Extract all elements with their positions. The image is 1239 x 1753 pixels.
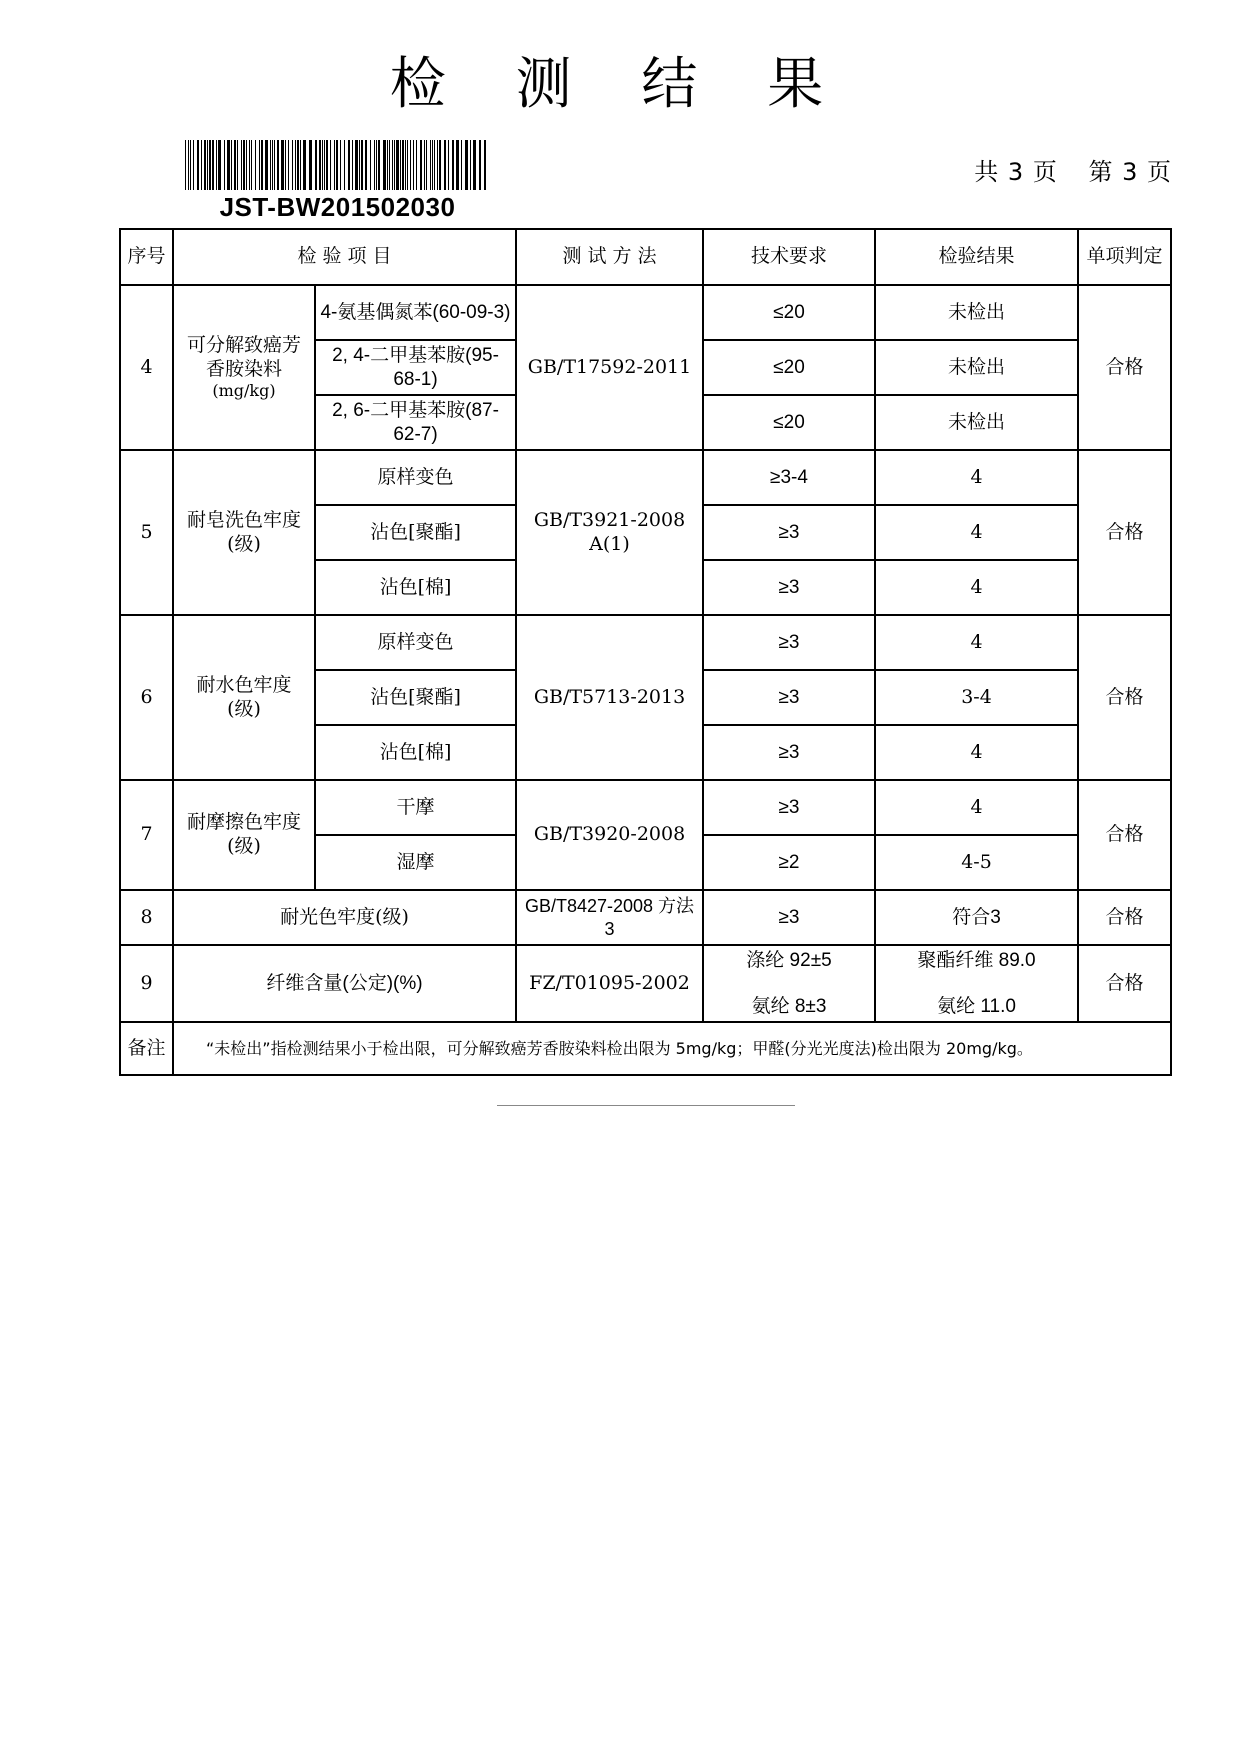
page-info [968, 152, 1171, 187]
barcode-bar [322, 140, 323, 190]
barcode-bar [374, 140, 375, 190]
barcode-bar [355, 140, 358, 190]
header-verdict: 单项判定 [1078, 229, 1171, 285]
item-name-line: (级) [227, 835, 261, 857]
barcode-bar [473, 140, 476, 190]
barcode-bar [218, 140, 221, 190]
barcode-bar [207, 140, 208, 190]
barcode-bar [439, 140, 441, 190]
barcode-bar [227, 140, 230, 190]
result: 未检出 [875, 395, 1078, 450]
barcode-bar [394, 140, 395, 190]
barcode-bar [426, 140, 427, 190]
barcode-bar [197, 140, 199, 190]
test-method: GB/T8427-2008 方法3 [516, 890, 703, 945]
barcode-bar [389, 140, 390, 190]
result-line: 氨纶 11.0 [937, 995, 1016, 1017]
requirement: ≥3 [703, 560, 875, 615]
barcode-bar [204, 140, 206, 190]
barcode-bar [470, 140, 471, 190]
barcode-bar [413, 140, 414, 190]
barcode-bar [484, 140, 486, 190]
barcode-bar [452, 140, 454, 190]
barcode-bar [277, 140, 279, 190]
verdict: 合格 [1078, 780, 1171, 890]
item-name [173, 780, 315, 890]
item-name-line: 香胺染料 [205, 357, 282, 380]
barcode-bar [224, 140, 225, 190]
barcode-bar [448, 140, 449, 190]
test-method: GB/T3920-2008 [516, 780, 703, 890]
barcode-bar [295, 140, 296, 190]
barcode-bar [407, 140, 408, 190]
barcode-bar [434, 140, 435, 190]
requirement: ≥3 [703, 780, 875, 835]
barcode-bar [246, 140, 247, 190]
barcode-bar [216, 140, 217, 190]
row-no: 4 [120, 285, 173, 450]
sub-item: 原样变色 [315, 450, 516, 505]
result: 4-5 [875, 835, 1078, 890]
sub-item: 沾色[棉] [315, 560, 516, 615]
row-no: 8 [120, 890, 173, 945]
barcode-bar [324, 140, 325, 190]
row-no: 9 [120, 945, 173, 1022]
result: 未检出 [875, 340, 1078, 395]
barcode-bar [315, 140, 317, 190]
result: 4 [875, 725, 1078, 780]
result: 4 [875, 505, 1078, 560]
row-no: 5 [120, 450, 173, 615]
barcode-bar [285, 140, 286, 190]
barcode-icon [185, 140, 490, 190]
item-name [173, 285, 315, 450]
item-unit: (mg/kg) [212, 381, 276, 401]
remark-row [120, 1022, 1171, 1075]
barcode-bar [309, 140, 312, 190]
item-name-line: 耐皂洗色牢度 [186, 508, 301, 531]
barcode-bar [461, 140, 462, 190]
sub-item: 沾色[聚酯] [315, 505, 516, 560]
barcode-bar [370, 140, 371, 190]
sub-item: 湿摩 [315, 835, 516, 890]
barcode-bar [272, 140, 273, 190]
barcode-bar [437, 140, 438, 190]
footer-divider [497, 1105, 795, 1106]
barcode-bar [344, 140, 345, 190]
item-name-line: (级) [227, 532, 261, 555]
barcode-bar [432, 140, 433, 190]
requirement-line: 涤纶 92±5 [746, 949, 832, 971]
barcode-bar [383, 140, 386, 190]
requirement: ≥3 [703, 890, 875, 945]
verdict: 合格 [1078, 285, 1171, 450]
test-method: GB/T17592-2011 [516, 285, 703, 450]
requirement: ≥3 [703, 615, 875, 670]
barcode-bar [270, 140, 271, 190]
sub-item: 干摩 [315, 780, 516, 835]
table-row [120, 450, 1171, 505]
item-name-line: 耐水色牢度 [196, 673, 292, 696]
barcode-bar [288, 140, 289, 190]
barcode-bar [234, 140, 236, 190]
barcode-bar [326, 140, 328, 190]
sub-item: 沾色[棉] [315, 725, 516, 780]
remark-label: 备注 [120, 1022, 173, 1075]
barcode-bar [265, 140, 268, 190]
requirement: ≥3 [703, 725, 875, 780]
result: 4 [875, 560, 1078, 615]
requirement [703, 945, 875, 1022]
barcode-bar [231, 140, 232, 190]
barcode-bar [259, 140, 260, 190]
page-current: 第 3 页 [1088, 158, 1171, 186]
barcode-bar [392, 140, 393, 190]
requirement: ≤20 [703, 340, 875, 395]
table-header-row [120, 229, 1171, 285]
barcode-bar [361, 140, 363, 190]
barcode-bar [400, 140, 401, 190]
requirement: ≤20 [703, 395, 875, 450]
sub-item: 沾色[聚酯] [315, 670, 516, 725]
barcode-bar [416, 140, 417, 190]
row-no: 7 [120, 780, 173, 890]
barcode-bar [201, 140, 202, 190]
result: 3-4 [875, 670, 1078, 725]
requirement: ≥2 [703, 835, 875, 890]
result: 符合3 [875, 890, 1078, 945]
table-row [120, 945, 1171, 1022]
barcode-bar [334, 140, 335, 190]
barcode-bar [376, 140, 377, 190]
requirement: ≥3 [703, 670, 875, 725]
barcode-bar [185, 140, 186, 190]
table-row [120, 615, 1171, 670]
barcode-bar [444, 140, 446, 190]
barcode-bar [410, 140, 411, 190]
requirement: ≤20 [703, 285, 875, 340]
remark-text: “未检出”指检测结果小于检出限，可分解致癌芳香胺染料检出限为 5mg/kg；甲醛(分光光度法)检出限为 20mg/kg。 [173, 1022, 1171, 1075]
barcode-bar [420, 140, 422, 190]
row-no: 6 [120, 615, 173, 780]
item-name [173, 615, 315, 780]
barcode-bar [352, 140, 353, 190]
barcode-bar [465, 140, 468, 190]
barcode-bar [430, 140, 431, 190]
table-row [120, 890, 1171, 945]
table-row [120, 780, 1171, 835]
barcode-bar [274, 140, 275, 190]
barcode-bar [359, 140, 360, 190]
barcode-bar [212, 140, 214, 190]
barcode-bar [255, 140, 256, 190]
header-result: 检验结果 [875, 229, 1078, 285]
barcode-bar [479, 140, 481, 190]
barcode-bar [424, 140, 425, 190]
sub-item: 2, 4-二甲基苯胺(95-68-1) [315, 340, 516, 395]
barcode-bar [243, 140, 245, 190]
requirement: ≥3 [703, 505, 875, 560]
item-name-line: (级) [227, 697, 261, 720]
header-no: 序号 [120, 229, 173, 285]
requirement: ≥3-4 [703, 450, 875, 505]
verdict: 合格 [1078, 615, 1171, 780]
barcode-text: JST-BW201502030 [219, 192, 456, 222]
barcode-bar [365, 140, 367, 190]
barcode-bar [190, 140, 191, 190]
item-name [173, 450, 315, 615]
result: 4 [875, 780, 1078, 835]
barcode-bar [241, 140, 242, 190]
barcode-bar [188, 140, 189, 190]
barcode-bar [456, 140, 459, 190]
requirement-line: 氨纶 8±3 [751, 995, 827, 1017]
barcode-bar [396, 140, 399, 190]
page-title: 检 测 结 果 [389, 52, 850, 117]
item-name-line: 可分解致癌芳 [186, 333, 301, 356]
barcode-bar [292, 140, 293, 190]
barcode-bar [330, 140, 331, 190]
result-line: 聚酯纤维 89.0 [917, 949, 1036, 971]
barcode-bar [405, 140, 406, 190]
barcode-bar [297, 140, 299, 190]
result [875, 945, 1078, 1022]
header-method: 测 试 方 法 [516, 229, 703, 285]
barcode-bar [251, 140, 252, 190]
test-method: GB/T3921-2008 A(1) [516, 450, 703, 615]
barcode-bar [249, 140, 250, 190]
sub-item: 原样变色 [315, 615, 516, 670]
barcode-bar [237, 140, 238, 190]
barcode-bar [281, 140, 284, 190]
barcode-bar [378, 140, 380, 190]
barcode-bar [387, 140, 388, 190]
test-method: GB/T5713-2013 [516, 615, 703, 780]
barcode-bar [300, 140, 301, 190]
sub-item: 4-氨基偶氮苯(60-09-3) [315, 285, 516, 340]
table-row [120, 285, 1171, 340]
item-name: 纤维含量(公定)(%) [173, 945, 516, 1022]
test-method: FZ/T01095-2002 [516, 945, 703, 1022]
verdict: 合格 [1078, 450, 1171, 615]
sub-item: 2, 6-二甲基苯胺(87-62-7) [315, 395, 516, 450]
verdict: 合格 [1078, 945, 1171, 1022]
verdict: 合格 [1078, 890, 1171, 945]
page-total: 共 3 页 [974, 158, 1057, 186]
barcode-bar [340, 140, 341, 190]
header-requirement: 技术要求 [703, 229, 875, 285]
barcode-bar [261, 140, 263, 190]
barcode [185, 140, 490, 223]
results-table [119, 228, 1172, 1076]
barcode-bar [348, 140, 350, 190]
result: 4 [875, 450, 1078, 505]
header-item: 检 验 项 目 [173, 229, 516, 285]
barcode-bar [336, 140, 338, 190]
result: 未检出 [875, 285, 1078, 340]
result: 4 [875, 615, 1078, 670]
item-name-line: 耐摩擦色牢度 [186, 811, 301, 834]
barcode-bar [319, 140, 321, 190]
barcode-bar [193, 140, 194, 190]
item-name: 耐光色牢度(级) [173, 890, 516, 945]
barcode-bar [303, 140, 306, 190]
barcode-bar [402, 140, 404, 190]
barcode-bar [209, 140, 211, 190]
